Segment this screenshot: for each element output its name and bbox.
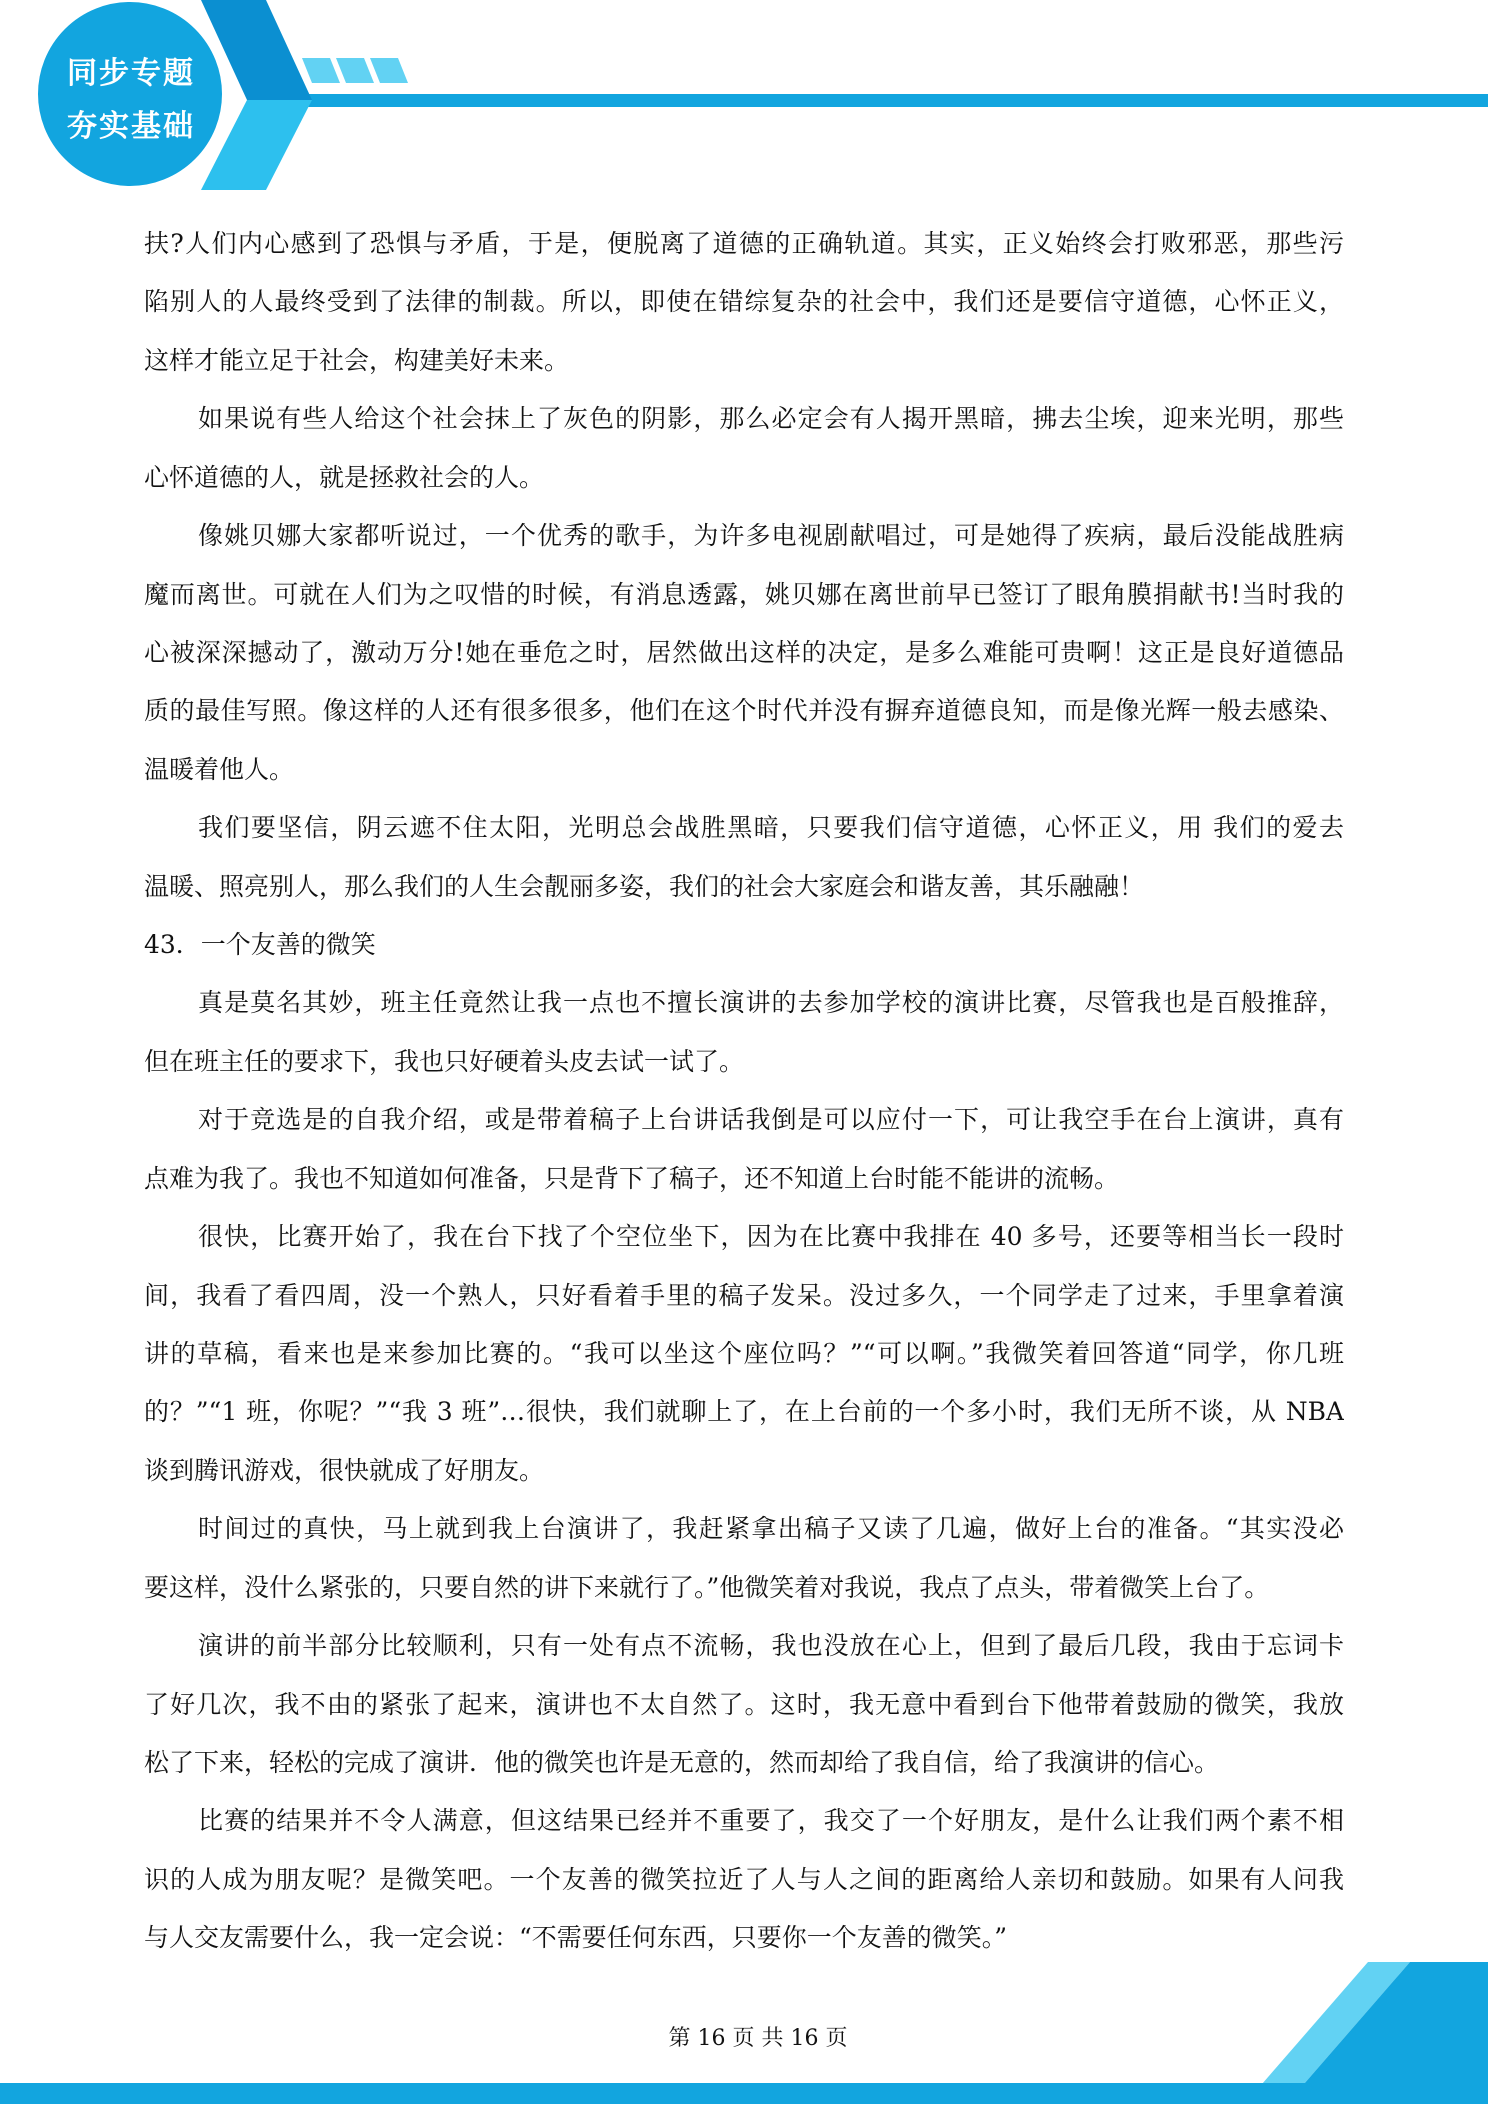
text-line: 温暖着他人。 — [144, 754, 295, 784]
text-line: 很快，比赛开始了，我在台下找了个空位坐下，因为在比赛中我排在 40 多号，还要等相当长一段时 — [198, 1222, 1344, 1252]
text-line: 这样才能立足于社会，构建美好未来。 — [144, 345, 570, 375]
document-body — [144, 215, 1344, 1968]
text-line: 心被深深撼动了，激动万分!她在垂危之时，居然做出这样的决定，是多么难能可贵啊！这正是良好道德品 — [144, 637, 1344, 667]
text-line: 识的人成为朋友呢？是微笑吧。一个友善的微笑拉近了人与人之间的距离给人亲切和鼓励。如果有人问我 — [144, 1864, 1344, 1894]
text-line: 点难为我了。我也不知道如何准备，只是背下了稿子，还不知道上台时能不能讲的流畅。 — [144, 1163, 1120, 1193]
text-line: 像姚贝娜大家都听说过，一个优秀的歌手，为许多电视剧献唱过，可是她得了疾病，最后没能战胜病 — [198, 521, 1344, 551]
essay-title: 43．一个友善的微笑 — [144, 930, 376, 960]
paragraph — [144, 1617, 1344, 1792]
text-line: 质的最佳写照。像这样的人还有很多很多，他们在这个时代并没有摒弃道德良知，而是像光辉一般去感染、 — [144, 696, 1344, 726]
text-line: 与人交友需要什么，我一定会说：“不需要任何东西，只要你一个友善的微笑。” — [144, 1923, 1008, 1953]
text-line: 对于竞选是的自我介绍，或是带着稿子上台讲话我倒是可以应付一下，可让我空手在台上演讲，真有 — [198, 1105, 1344, 1135]
badge-title-line1: 同步专题 — [67, 56, 195, 91]
text-line: 魔而离世。可就在人们为之叹惜的时候，有消息透露，姚贝娜在离世前早已签订了眼角膜捐献书!当时我的 — [144, 579, 1344, 609]
paragraph — [144, 974, 1344, 1091]
paragraph — [144, 507, 1344, 799]
text-line: 讲的草稿，看来也是来参加比赛的。“我可以坐这个座位吗？”“可以啊。”我微笑着回答道“同学，你几班 — [144, 1339, 1344, 1369]
text-line: 如果说有些人给这个社会抹上了灰色的阴影，那么必定会有人揭开黑暗，拂去尘埃，迎来光明，那些 — [198, 404, 1344, 434]
paragraph — [144, 799, 1344, 916]
text-line: 比赛的结果并不令人满意，但这结果已经并不重要了，我交了一个好朋友，是什么让我们两个素不相 — [198, 1806, 1344, 1836]
text-line: 陷别人的人最终受到了法律的制裁。所以，即使在错综复杂的社会中，我们还是要信守道德，心怀正义， — [144, 287, 1344, 317]
header-badge-circle — [35, 0, 225, 189]
text-line: 的？”“1 班，你呢？”“我 3 班”…很快，我们就聊上了，在上台前的一个多小时，我们无所不谈，从 NBA — [144, 1397, 1344, 1427]
text-line: 温暖、照亮别人，那么我们的人生会靓丽多姿，我们的社会大家庭会和谐友善，其乐融融！ — [144, 871, 1145, 901]
text-line: 间，我看了看四周，没一个熟人，只好看着手里的稿子发呆。没过多久，一个同学走了过来，手里拿着演 — [144, 1280, 1344, 1310]
text-line: 但在班主任的要求下，我也只好硬着头皮去试一试了。 — [144, 1046, 745, 1076]
header-rule — [300, 94, 1488, 107]
paragraph — [144, 1792, 1344, 1967]
text-line: 松了下来，轻松的完成了演讲．他的微笑也许是无意的，然而却给了我自信，给了我演讲的信心。 — [144, 1747, 1220, 1777]
text-line: 要这样，没什么紧张的，只要自然的讲下来就行了。”他微笑着对我说，我点了点头，带着微笑上台了。 — [144, 1572, 1270, 1602]
paragraph — [144, 1091, 1344, 1208]
header-accent-stripe — [302, 58, 340, 83]
text-line: 我们要坚信，阴云遮不住太阳，光明总会战胜黑暗，只要我们信守道德，心怀正义，用 我们的爱去 — [198, 813, 1344, 843]
paragraph — [144, 215, 1344, 390]
text-line: 扶?人们内心感到了恐惧与矛盾，于是，便脱离了道德的正确轨道。其实，正义始终会打败邪恶，那些污 — [144, 229, 1344, 258]
text-line: 谈到腾讯游戏，很快就成了好朋友。 — [144, 1455, 545, 1485]
paragraph — [144, 1500, 1344, 1617]
text-line: 了好几次，我不由的紧张了起来，演讲也不太自然了。这时，我无意中看到台下他带着鼓励的微笑，我放 — [144, 1689, 1344, 1719]
text-line: 时间过的真快，马上就到我上台演讲了，我赶紧拿出稿子又读了几遍，做好上台的准备。“其实没必 — [198, 1514, 1344, 1544]
footer-rule — [0, 2083, 1488, 2104]
text-line: 演讲的前半部分比较顺利，只有一处有点不流畅，我也没放在心上，但到了最后几段，我由于忘词卡 — [198, 1631, 1344, 1661]
paragraph — [144, 1208, 1344, 1500]
text-line: 心怀道德的人，就是拯救社会的人。 — [144, 462, 545, 492]
text-line: 真是莫名其妙，班主任竟然让我一点也不擅长演讲的去参加学校的演讲比赛，尽管我也是百般推辞， — [198, 988, 1344, 1018]
badge-title-line2: 夯实基础 — [67, 109, 195, 144]
header-accent-stripe — [336, 58, 374, 83]
header-accent-stripe — [370, 58, 408, 83]
page-number: 第 16 页 共 16 页 — [668, 2026, 848, 2051]
paragraph — [144, 390, 1344, 507]
